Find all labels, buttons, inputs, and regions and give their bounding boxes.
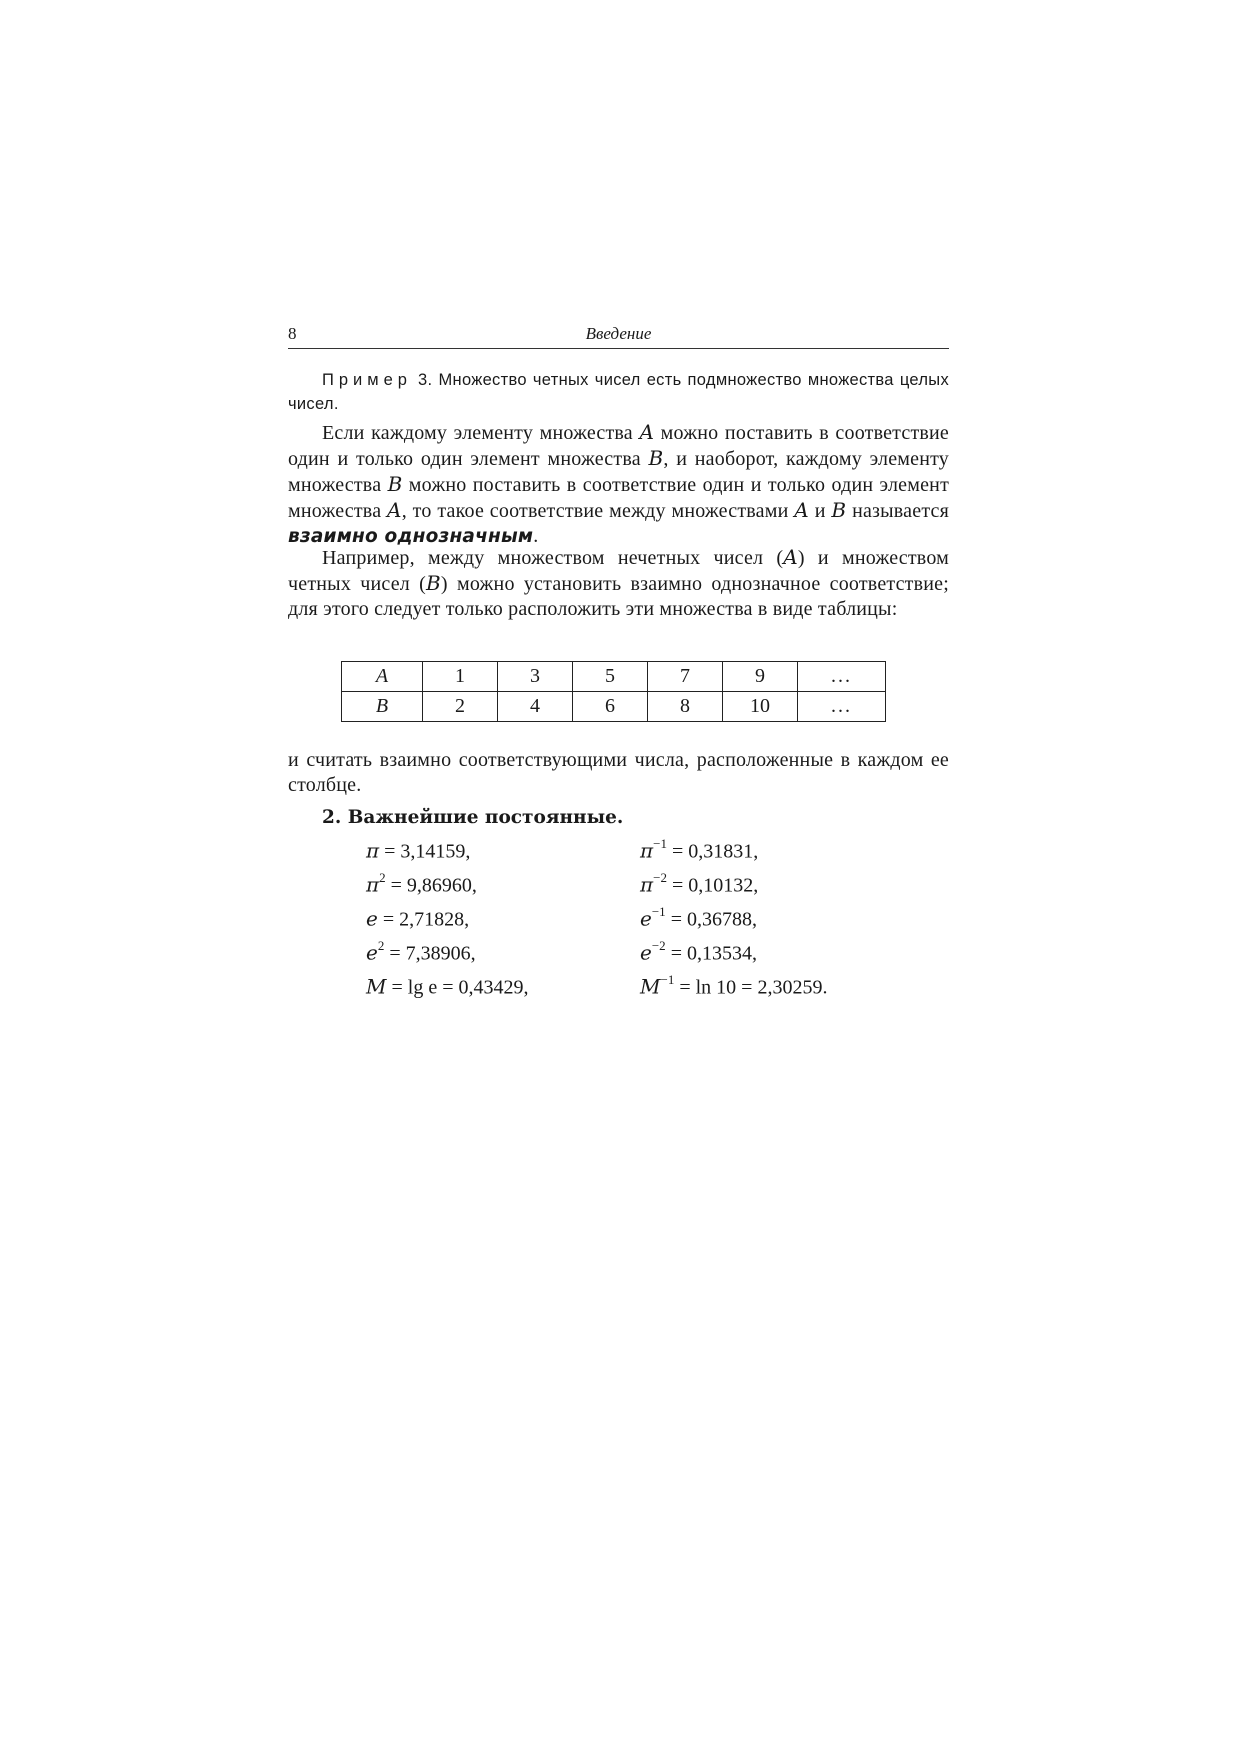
constant-formula [366, 974, 528, 1000]
text-run: . [533, 525, 539, 547]
example-number: 3. [411, 371, 433, 389]
emphasized-term: взаимно однозначным [288, 526, 534, 547]
constant-row [366, 832, 906, 866]
book-page [288, 0, 949, 1754]
table-cell: 8 [648, 692, 723, 722]
example-text: Множество четных чисел есть подмножество множества целых чисел. [288, 371, 949, 413]
constant-formula [366, 838, 470, 864]
exponent: 2 [379, 870, 386, 885]
table-cell: A [342, 662, 423, 692]
table-cell: ... [798, 692, 886, 722]
constant-symbol: M [366, 974, 387, 999]
constant-symbol: π [640, 872, 654, 897]
constant-symbol: π [366, 838, 380, 863]
exponent: −1 [651, 904, 666, 919]
exponent: −2 [651, 938, 666, 953]
table-cell: 2 [423, 692, 498, 722]
table-row [342, 662, 886, 692]
constant-row [366, 968, 906, 1002]
text-run: , то такое соответствие между множествами [401, 500, 795, 522]
constant-formula [640, 906, 757, 932]
constant-row [366, 866, 906, 900]
constant-symbol: π [640, 838, 654, 863]
constant-formula [640, 872, 758, 898]
constant-value: = 7,38906, [384, 942, 476, 965]
table-row [342, 692, 886, 722]
text-run: , и наоборот, каждому элементу множества [288, 448, 949, 496]
text-run: и [808, 500, 832, 522]
constant-value: = 9,86960, [385, 874, 477, 897]
set-a-symbol: A [639, 420, 655, 444]
table-cell: 9 [723, 662, 798, 692]
set-b-symbol: B [387, 472, 403, 496]
set-a-symbol: A [794, 498, 809, 522]
set-a-symbol: A [783, 545, 798, 569]
table-cell: 6 [573, 692, 648, 722]
constant-formula [366, 872, 477, 898]
page-number: 8 [288, 324, 297, 343]
constant-value: = lg e = 0,43429, [386, 976, 529, 999]
text-run: можно поставить в соответствие один и только один элемент множества [288, 474, 950, 522]
table-cell: 3 [498, 662, 573, 692]
exponent: −1 [653, 836, 667, 851]
constant-value: = 0,36788, [665, 908, 757, 931]
table-cell: 7 [648, 662, 723, 692]
text-run: можно поставить в соответствие один и только один элемент множества [288, 422, 950, 470]
set-b-symbol: B [426, 571, 441, 595]
constants-list [366, 832, 906, 1002]
definition-paragraph [288, 420, 949, 549]
constant-value: = ln 10 = 2,30259. [674, 976, 828, 999]
table-cell: ... [798, 662, 886, 692]
set-b-symbol: B [831, 498, 847, 522]
constant-symbol: e [366, 940, 378, 965]
constant-symbol: M [640, 974, 661, 999]
constant-formula [640, 838, 758, 864]
constant-row [366, 934, 906, 968]
set-b-symbol: B [648, 446, 664, 470]
text-run: называется [846, 500, 949, 522]
constant-formula [640, 940, 757, 966]
constant-value: = 3,14159, [379, 840, 471, 863]
example-label: Пример [322, 371, 412, 389]
text-run: ) можно установить взаимно однозначное соответствие; для этого следует только расположить эти множества в виде таблицы: [288, 573, 949, 620]
constant-formula [366, 940, 476, 966]
constant-symbol: e [640, 906, 652, 931]
constant-value: = 2,71828, [377, 908, 470, 931]
table-cell: B [342, 692, 423, 722]
running-head [288, 322, 949, 348]
example-correspondence-paragraph [288, 545, 949, 622]
text-run: Например, между множеством нечетных чисел ( [322, 547, 784, 569]
table-cell: 1 [423, 662, 498, 692]
exponent: 2 [377, 938, 385, 953]
table-cell: 4 [498, 692, 573, 722]
constant-value: = 0,31831, [667, 840, 759, 863]
constant-value: = 0,13534, [665, 942, 757, 965]
constant-row [366, 900, 906, 934]
example-paragraph [288, 368, 949, 416]
section-heading: 2. Важнейшие постоянные. [322, 807, 624, 828]
table-cell: 5 [573, 662, 648, 692]
exponent: −2 [653, 870, 667, 885]
constant-symbol: e [640, 940, 652, 965]
header-rule [288, 348, 949, 349]
exponent: −1 [660, 972, 675, 987]
constant-symbol: π [366, 872, 380, 897]
text-run: ) и множеством четных чисел ( [288, 547, 949, 595]
table-cell: 10 [723, 692, 798, 722]
constant-value: = 0,10132, [667, 874, 759, 897]
constant-formula [366, 906, 469, 932]
constant-formula [640, 974, 827, 1000]
set-a-symbol: A [387, 498, 402, 522]
constant-symbol: e [366, 906, 378, 931]
correspondence-table [341, 661, 886, 722]
chapter-title: Введение [585, 324, 652, 343]
text-run: Если каждому элементу множества [322, 422, 640, 444]
table-explanation-paragraph: и считать взаимно соответствующими числа, расположенные в каждом ее столбце. [288, 749, 949, 796]
